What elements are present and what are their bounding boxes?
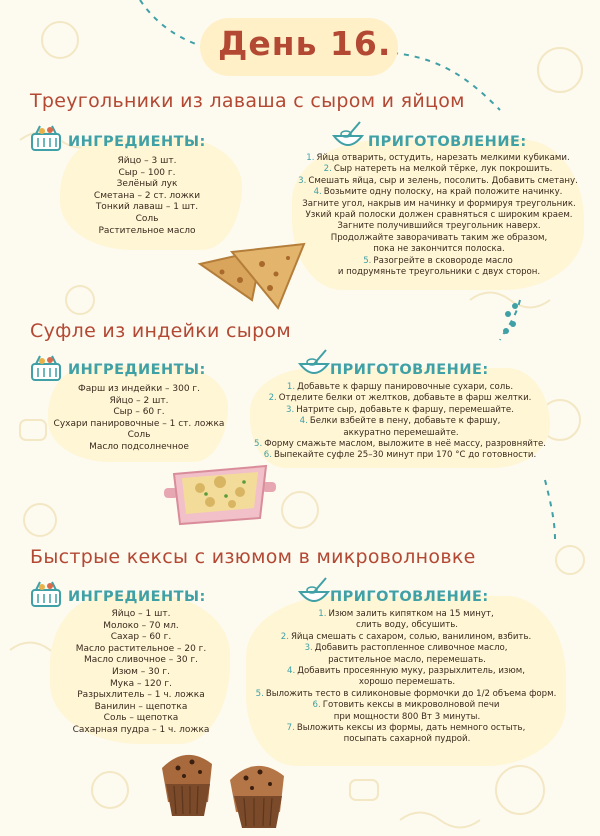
step-line: Загните получившийся треугольник наверх. — [337, 221, 541, 232]
turkey-souffle-image — [160, 452, 280, 532]
step-line: 7. Выложить кексы из формы, дать немного остыть, — [286, 723, 526, 734]
step-line: 1. Изюм залить кипятком на 15 минут, — [318, 609, 494, 619]
step-line: 1. Яйца отварить, остудить, нарезать мелкими кубиками. — [306, 153, 570, 163]
step-line: пока не закончится полоска. — [373, 244, 505, 255]
recipe-2-ingredients-heading: ИНГРЕДИЕНТЫ: — [68, 362, 206, 378]
ingredient-item: Ванилин – щепотка — [94, 701, 188, 712]
step-line: хорошо перемешать. — [358, 677, 456, 688]
raisin-muffins-image — [152, 740, 302, 830]
recipe-2-preparation-heading: ПРИГОТОВЛЕНИЕ: — [330, 362, 489, 378]
ingredient-item: Яйцо – 1 шт. — [111, 609, 171, 619]
step-line: 2. Отделите белки от желтков, добавьте в фарш желтки. — [268, 393, 532, 404]
ingredient-item: Растительное масло — [98, 225, 196, 236]
recipe-3-ingredients-list — [56, 609, 226, 737]
step-line: Загните угол, накрыв им начинку и формируя треугольник. — [302, 198, 576, 209]
ingredient-item: Сахар – 60 г. — [110, 632, 172, 643]
ingredient-item: Масло подсолнечное — [89, 441, 189, 452]
ingredient-item: Яйцо – 2 шт. — [109, 395, 169, 406]
step-line: 4. Добавить просеянную муку, разрыхлитель, изюм, — [287, 666, 525, 677]
whisk-bowl-icon — [296, 346, 332, 382]
step-line: и подрумяньте треугольники с двух сторон. — [337, 267, 541, 278]
ingredient-item: Мука – 120 г. — [110, 678, 172, 689]
ingredient-item: Сметана – 2 ст. ложки — [93, 190, 201, 201]
ingredient-item: Масло сливочное – 30 г. — [83, 655, 199, 666]
step-line: 3. Смешать яйца, сыр и зелень, посолить. Добавить сметану. — [298, 175, 578, 186]
recipe-1-preparation-heading: ПРИГОТОВЛЕНИЕ: — [368, 134, 527, 150]
recipe-2-title: Суфле из индейки сыром — [30, 320, 291, 342]
step-line: растительное масло, перемешать. — [328, 654, 486, 665]
step-line: 5. Разогрейте в сковороде масло — [363, 255, 513, 266]
ingredient-item: Сыр – 60 г. — [113, 407, 165, 418]
step-line: 2. Сыр натереть на мелкой тёрке, лук покрошить. — [323, 164, 553, 175]
recipe-1-steps — [296, 153, 580, 278]
recipe-3-preparation-heading: ПРИГОТОВЛЕНИЕ: — [330, 589, 489, 605]
step-line: 6. Готовить кексы в микроволновой печи — [312, 700, 500, 711]
ingredient-item: Изюм – 30 г. — [111, 666, 170, 677]
ingredient-item: Масло растительное – 20 г. — [75, 643, 207, 654]
step-line: 5. Выложить тесто в силиконовые формочки до 1/2 объема форм. — [255, 688, 557, 699]
recipe-2-steps — [254, 382, 546, 462]
step-line: Узкий край полоски должен сравняться с широким краем. — [305, 210, 573, 221]
basket-icon — [28, 120, 64, 156]
recipe-1-title: Треугольники из лаваша с сыром и яйцом — [30, 90, 465, 112]
step-line: при мощности 800 Вт 3 минуты. — [333, 711, 481, 722]
step-line: 4. Белки взбейте в пену, добавьте к фаршу, — [299, 416, 501, 427]
step-line: 4. Возьмите одну полоску, на край положите начинку. — [313, 187, 563, 198]
ingredient-item: Фарш из индейки – 300 г. — [77, 384, 201, 394]
recipe-3-title: Быстрые кексы с изюмом в микроволновке — [30, 546, 476, 568]
ingredient-item: Соль — [135, 213, 159, 224]
recipe-3-steps — [250, 609, 562, 746]
ingredient-item: Тонкий лаваш – 1 шт. — [95, 202, 199, 213]
whisk-bowl-icon — [296, 574, 332, 610]
basket-icon — [28, 350, 64, 386]
day-title: День 16. — [218, 24, 392, 63]
lavash-triangles-image — [192, 222, 312, 312]
basket-icon — [28, 576, 64, 612]
ingredient-item: Сыр – 100 г. — [118, 167, 176, 178]
step-line: посыпать сахарной пудрой. — [343, 734, 471, 745]
step-line: аккуратно перемешайте. — [343, 427, 459, 438]
step-line: 3. Натрите сыр, добавьте к фаршу, перемешайте. — [286, 404, 514, 415]
ingredient-item: Молоко – 70 мл. — [103, 620, 179, 631]
recipe-1-ingredients-heading: ИНГРЕДИЕНТЫ: — [68, 134, 206, 150]
step-line: Продолжайте заворачивать таким же образом, — [330, 232, 548, 243]
ingredient-item: Зелёный лук — [116, 179, 178, 190]
step-line: 2. Яйца смешать с сахаром, солью, ванилином, взбить. — [280, 631, 532, 642]
ingredient-item: Сахарная пудра – 1 ч. ложка — [72, 724, 210, 735]
recipe-3-ingredients-heading: ИНГРЕДИЕНТЫ: — [68, 589, 206, 605]
ingredient-item: Разрыхлитель – 1 ч. ложка — [77, 690, 205, 701]
ingredient-item: Яйцо – 3 шт. — [117, 156, 177, 166]
step-line: 6. Выпекайте суфле 25–30 минут при 170 °С до готовности. — [263, 450, 537, 461]
step-line: слить воду, обсушить. — [355, 620, 459, 631]
recipe-2-ingredients-list — [50, 384, 228, 454]
step-line: 3. Добавить растопленное сливочное масло, — [304, 643, 508, 654]
ingredient-item: Соль – щепотка — [103, 713, 179, 724]
whisk-bowl-icon — [330, 118, 366, 154]
ingredient-item: Сухари панировочные – 1 ст. ложка — [53, 418, 225, 429]
step-line: 5. Форму смажьте маслом, выложите в неё массу, разровняйте. — [254, 439, 546, 450]
ingredient-item: Соль — [127, 430, 151, 441]
step-line: 1. Добавьте к фаршу панировочные сухари, соль. — [286, 382, 514, 392]
